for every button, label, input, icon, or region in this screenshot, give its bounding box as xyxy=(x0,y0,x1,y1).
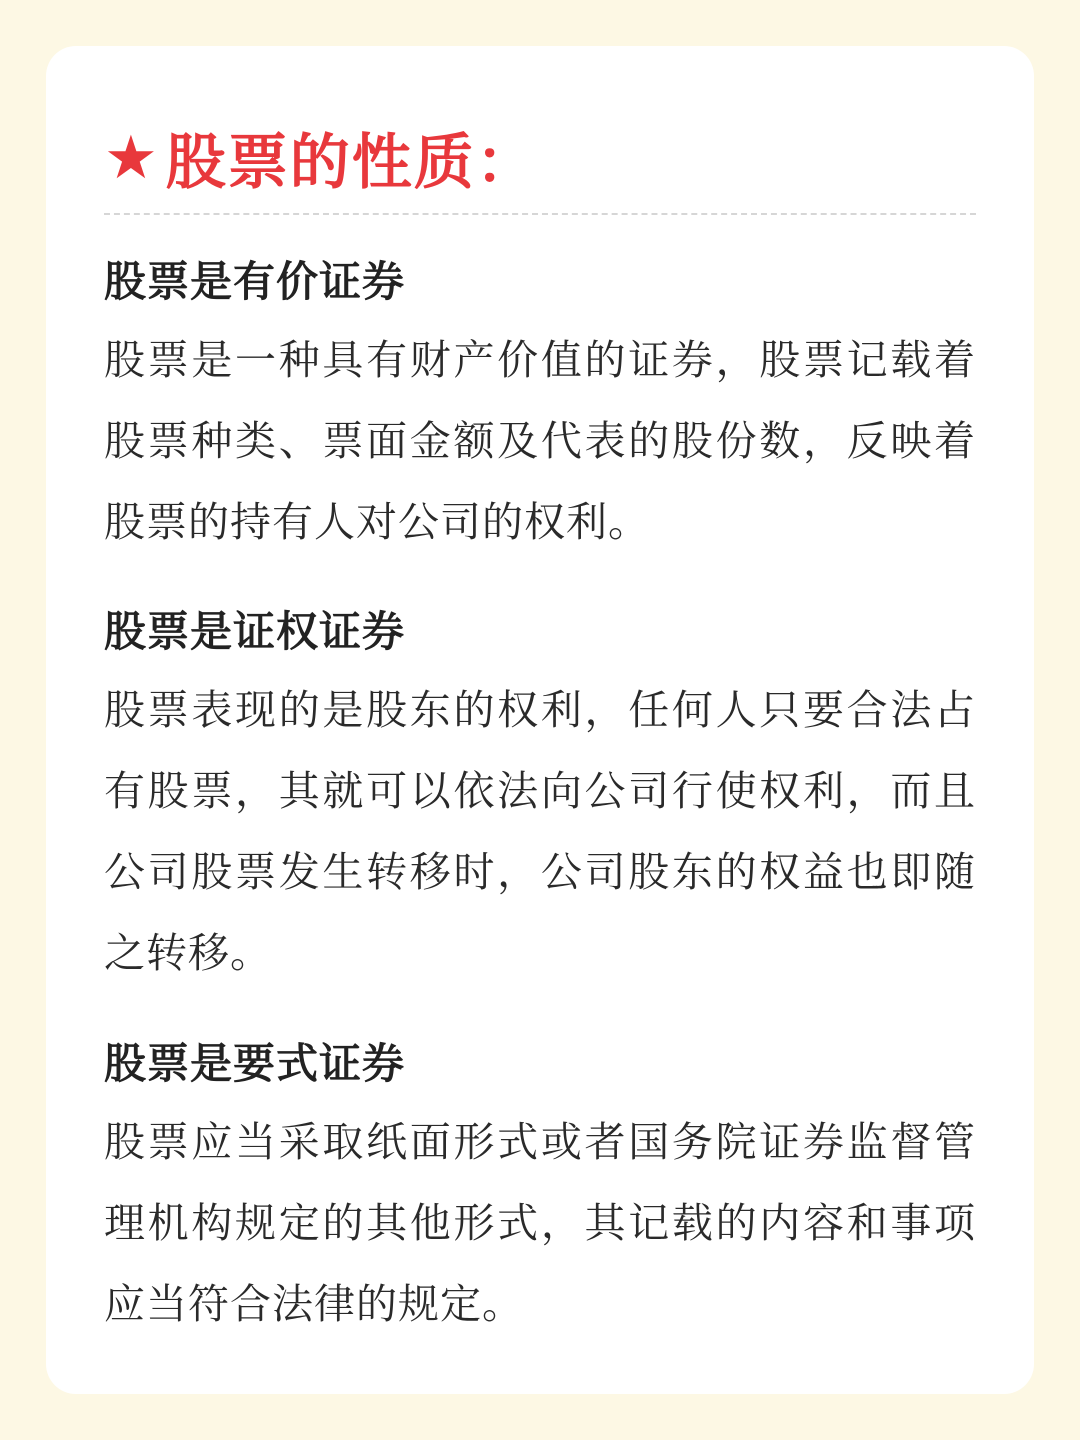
section-body: 股票是一种具有财产价值的证券，股票记载着股票种类、票面金额及代表的股份数，反映着股票的持有人对公司的权利。 xyxy=(104,336,976,546)
section-formal-security xyxy=(104,1026,976,1345)
section-body: 股票应当采取纸面形式或者国务院证券监督管理机构规定的其他形式，其记载的内容和事项应当符合法律的规定。 xyxy=(104,1118,976,1328)
page-title-text: 股票的性质： xyxy=(165,128,538,198)
section-heading: 股票是证权证券 xyxy=(104,607,406,656)
page-title xyxy=(104,116,538,200)
section-body: 股票表现的是股东的权利，任何人只要合法占有股票，其就可以依法向公司行使权利，而且公司股票发生转移时，公司股东的权益也即随之转移。 xyxy=(104,686,976,977)
section-heading: 股票是有价证券 xyxy=(104,257,406,306)
star-icon: ★ xyxy=(104,123,160,193)
section-priced-security xyxy=(104,244,976,563)
dashed-divider xyxy=(104,213,976,215)
section-heading: 股票是要式证券 xyxy=(104,1039,406,1088)
section-right-certifying-security xyxy=(104,594,976,994)
